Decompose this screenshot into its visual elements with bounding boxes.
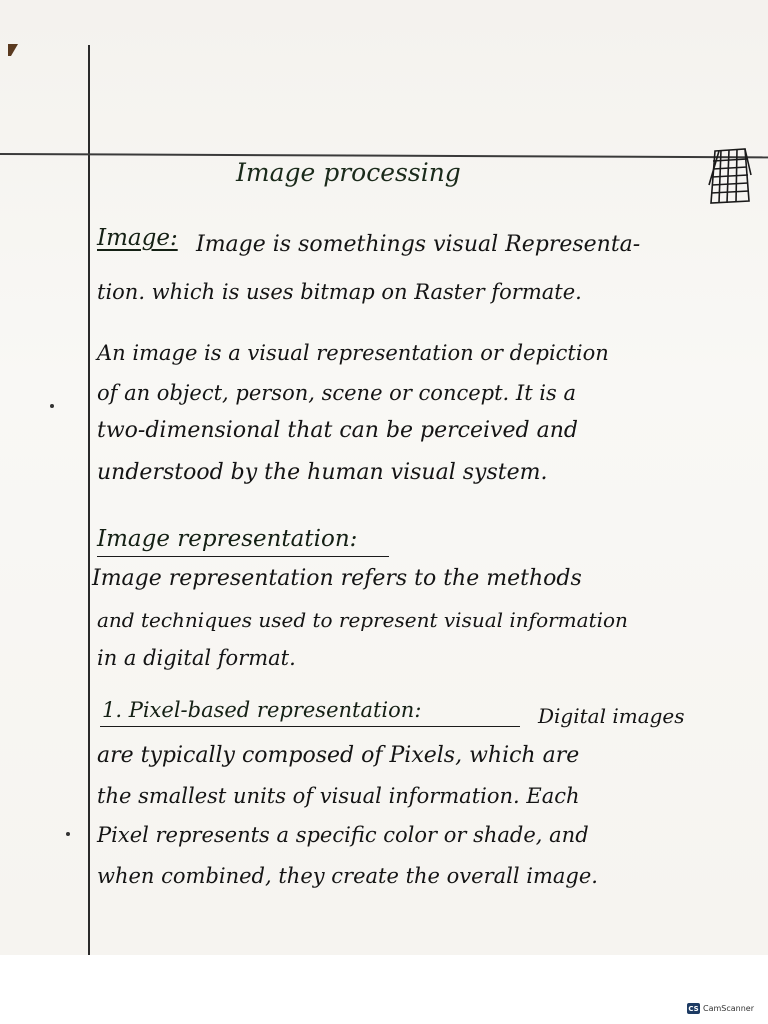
body-line: of an object, person, scene or concept. It is a bbox=[97, 381, 576, 405]
camscanner-logo-icon: CS bbox=[688, 1004, 699, 1013]
camscanner-watermark bbox=[687, 1003, 754, 1014]
body-line: An image is a visual representation or depiction bbox=[97, 341, 609, 365]
camscanner-label: CamScanner bbox=[702, 1004, 754, 1013]
margin-dot bbox=[66, 832, 70, 836]
body-line: Image is somethings visual Representa- bbox=[196, 232, 641, 257]
body-line: tion. which is uses bitmap on Raster formate. bbox=[97, 280, 582, 304]
body-line: Pixel represents a specific color or shade, and bbox=[97, 823, 589, 847]
body-line: in a digital format. bbox=[97, 646, 296, 670]
corner-mark bbox=[8, 44, 18, 56]
body-line: when combined, they create the overall image. bbox=[97, 864, 598, 888]
image-representation-heading: Image representation: bbox=[97, 526, 358, 552]
body-line: Image representation refers to the methods bbox=[92, 566, 582, 591]
hatched-doodle-icon bbox=[705, 145, 753, 207]
image-heading: Image: bbox=[97, 225, 178, 251]
pixel-based-heading: 1. Pixel-based representation: bbox=[102, 698, 422, 722]
heading-underline bbox=[100, 726, 520, 727]
body-line: Digital images bbox=[538, 704, 685, 728]
page-title: Image processing bbox=[236, 158, 461, 187]
heading-underline bbox=[97, 556, 389, 557]
body-line: and techniques used to represent visual information bbox=[97, 608, 628, 632]
body-line: understood by the human visual system. bbox=[97, 460, 548, 485]
scan-footer bbox=[0, 955, 768, 1024]
body-line: two-dimensional that can be perceived and bbox=[97, 418, 578, 443]
body-line: are typically composed of Pixels, which are bbox=[97, 743, 580, 768]
margin-dot bbox=[50, 404, 54, 408]
body-line: the smallest units of visual information. Each bbox=[97, 784, 580, 808]
margin-line bbox=[88, 45, 90, 955]
